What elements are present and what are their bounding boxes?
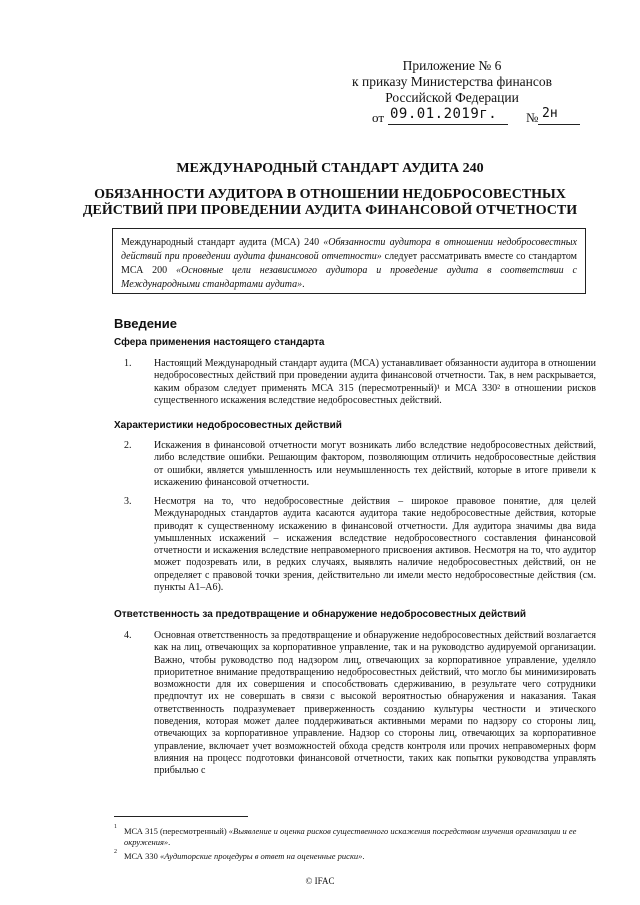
footnote-1 [114,826,588,847]
date-label: от [372,110,385,125]
paragraph-number: 3. [124,496,132,507]
paragraph-text: Настоящий Международный стандарт аудита (МСА) устанавливает обязанности аудитора в отношении недобросовестных действий при проведении аудита финансовой отчетности. Так, в нем раскрывается, каким образом следует применять МСА 315 (пересмотренный)¹ и МСА 330² в отношении рисков существенного искажения вследствие недобросовестных действий. [154,358,596,406]
appendix-ministry: Российской Федерации [385,90,519,105]
order-number: 2н [542,106,558,121]
document-titles [80,160,580,219]
footnote-text: МСА 315 (пересмотренный) [124,826,229,836]
footnote-separator [114,816,248,817]
paragraph-text: Несмотря на то, что недобросовестные действия – широкое правовое понятие, для целей Международных стандартов аудита касаются аудитора такие недобросовестные действия, которые приводят к существенному искажению в финансовой отчетности. Для аудитора значимы два вида умышленных искажений – искажения вследствие недобросовестного составления финансовой отчетности и искажения вследствие неправомерного присвоения активов. Несмотря на то, что аудитор может подозревать или, в редких случаях, выявлять наличие недобросовестных действий, он не определяет с правовой точки зрения, действительно ли имели место недобросовестные действия (см. пункты A1–A6). [154,496,596,594]
paragraph-number: 1. [124,358,132,369]
footnote-mark: 2 [114,849,117,855]
standard-title: МЕЖДУНАРОДНЫЙ СТАНДАРТ АУДИТА 240 [176,161,484,176]
footnote-end: . [362,851,365,861]
box-text-5: . [302,279,305,290]
paragraph-text: Искажения в финансовой отчетности могут возникать либо вследствие недобросовестных действий, либо вследствие ошибки. Решающим фактором, позволяющим отличить недобросовестные действия от ошибки, является умышленность или неумышленность тех действий, которые в итоге привели к искажению финансовой отчетности. [154,440,596,488]
footnote-mark: 1 [114,824,117,830]
box-text-4: «Основные цели независимого аудитора и проведение аудита в соответствии с Международными стандартами аудита» [121,265,577,290]
section-heading-characteristics: Характеристики недобросовестных действий [114,420,342,431]
copyright-footer: © IFAC [305,876,335,886]
footnote-title: «Выявление и оценка рисков существенного искажения посредством изучения организации и ее окружения» [124,826,577,847]
number-underline [538,124,580,125]
section-heading-scope: Сфера применения настоящего стандарта [114,337,325,348]
paragraph-text: Основная ответственность за предотвращение и обнаружение недобросовестных действий возлагается как на лиц, отвечающих за корпоративное управление, так и на руководство аудируемой организации. Важно, чтобы руководство под надзором лиц, отвечающих за корпоративное управление, уделяло приоритетное внимание предотвращению недобросовестных действий, что могло бы минимизировать возможности для их совершения и способствовать сдерживанию, в результате чего сотрудники предпочтут их не совершать в связи с высокой вероятностью обнаружения и наказания. Такая ответственность подразумевает приверженность созданию культуры честности и этического поведения, которая может далее поддерживаться активными мерами по надзору со стороны лиц, отвечающих за корпоративное управление. Надзор со стороны лиц, отвечающих за корпоративное управление, включает учет возможностей обхода средств контроля или прочих неправомерных форм влияния на процесс подготовки финансовой отчетности, таких как попытки руководства управлять прибылью с [154,630,596,777]
box-text-1: Международный стандарт аудита (МСА) 240 [121,237,324,248]
appendix-order: к приказу Министерства финансов [352,74,552,89]
paragraph-3 [124,496,596,594]
section-heading-responsibility: Ответственность за предотвращение и обнаружение недобросовестных действий [114,609,526,620]
footnote-2 [114,851,588,862]
box-text-3: следует рассматривать вместе со стандартом МСА 200 [121,251,577,276]
paragraph-number: 2. [124,440,132,451]
paragraph-number: 4. [124,630,132,641]
standard-subtitle: ОБЯЗАННОСТИ АУДИТОРА В ОТНОШЕНИИ НЕДОБРОСОВЕСТНЫХ ДЕЙСТВИЙ ПРИ ПРОВЕДЕНИИ АУДИТА ФИНАНСОВОЙ ОТЧЕТНОСТИ [82,187,578,218]
date-underline [388,124,508,125]
footnote-end: . [168,836,171,847]
order-date: 09.01.2019г. [390,106,498,122]
number-label: № [526,110,539,125]
box-text-2: «Обязанности аудитора в отношении недобросовестных действий при проведении аудита финансовой отчетности» [121,237,577,262]
intro-heading: Введение [114,316,177,331]
footnote-title: «Аудиторские процедуры в ответ на оцененные риски» [159,851,363,861]
paragraph-4 [124,630,596,778]
appendix-header [352,58,552,106]
appendix-number: Приложение № 6 [402,58,502,73]
footnote-text: МСА 330 [124,851,160,861]
reading-note-box [112,228,586,294]
paragraph-2 [124,440,596,489]
paragraph-1 [124,358,596,407]
